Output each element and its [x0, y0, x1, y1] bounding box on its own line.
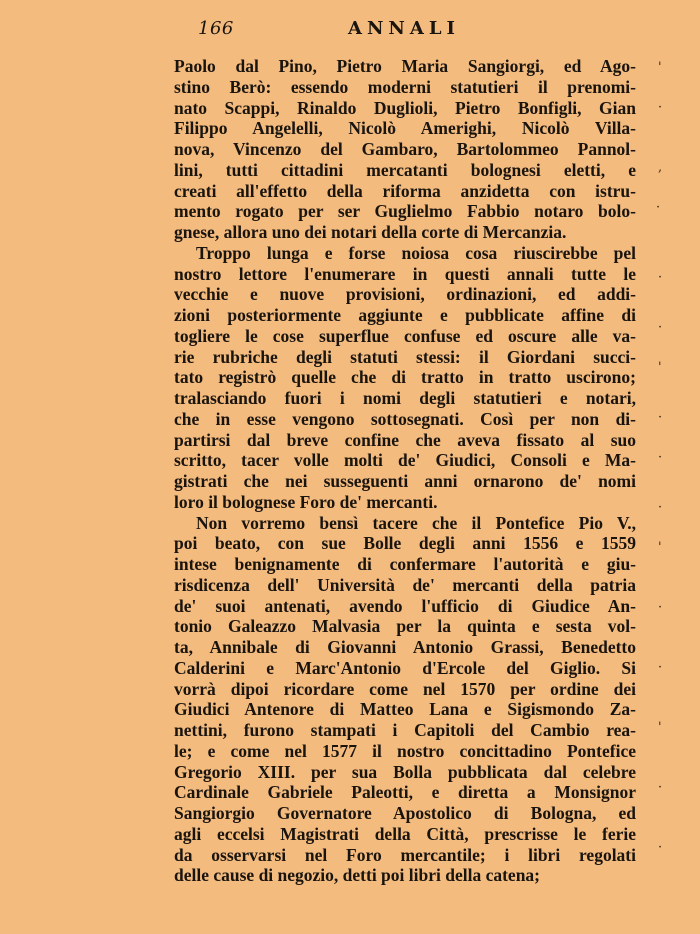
text-line: Cardinale Gabriele Paleotti, e diretta a Monsignor [174, 782, 636, 803]
text-line: vorrà dipoi ricordare come nel 1570 per ordine dei [174, 678, 636, 699]
text-line: tralasciando fuori i nomi degli statutieri e notari, [174, 388, 636, 408]
text-line: Giudici Antenore di Matteo Lana e Sigismondo Za- [174, 699, 636, 720]
page-number: 166 [198, 18, 234, 39]
text-line: nato Scappi, Rinaldo Duglioli, Pietro Bonfigli, Gian [174, 97, 636, 118]
page-header [190, 16, 640, 44]
margin-bleed-marks: ' · , · · · ' · · · ' · · ' · · [656, 60, 663, 855]
text-line: tato registrò quelle che di tratto in tratto uscirono; [174, 367, 636, 388]
text-line: nettini, furono stampati i Capitoli del Cambio rea- [174, 720, 636, 740]
text-line: nova, Vincenzo del Gambaro, Bartolommeo Pannol- [174, 139, 636, 159]
text-line: poi beato, con sue Bolle degli anni 1556 e 1559 [174, 533, 636, 554]
text-line: stino Berò: essendo moderni statutieri il prenomi- [174, 76, 636, 97]
text-line: vecchie e nuove provisioni, ordinazioni, ed addi- [174, 284, 636, 305]
text-line: de' suoi antenati, avendo l'ufficio di Giudice An- [174, 595, 636, 616]
text-line: nostro lettore l'enumerare in questi annali tutte le [174, 263, 636, 284]
text-line: creati all'effetto della riforma anzidetta con istru- [174, 180, 636, 201]
text-line: Filippo Angelelli, Nicolò Amerighi, Nicolò Villa- [174, 118, 636, 139]
text-line: da osservarsi nel Foro mercantile; i libri regolati [174, 844, 636, 865]
paragraph [174, 56, 636, 243]
text-line: gnese, allora uno dei notari della corte di Mercanzia. [174, 222, 567, 242]
text-line: rie rubriche degli statuti stessi: il Giordani succi- [174, 346, 636, 367]
text-line: Paolo dal Pino, Pietro Maria Sangiorgi, ed Ago- [174, 56, 636, 76]
text-line: risdicenza dell' Università de' mercanti della patria [174, 574, 636, 595]
paragraph [174, 243, 636, 513]
text-line: le; e come nel 1577 il nostro concittadino Pontefice [174, 740, 636, 761]
text-line: lini, tutti cittadini mercatanti bolognesi eletti, e [174, 159, 636, 180]
text-line: scritto, tacer volle molti de' Giudici, Consoli e Ma- [174, 450, 636, 471]
text-line: ta, Annibale di Giovanni Antonio Grassi, Benedetto [174, 637, 636, 657]
text-line: Non vorremo bensì tacere che il Pontefice Pio V., [196, 512, 636, 533]
body-text [174, 56, 636, 886]
text-line: intese benignamente di confermare l'autorità e giu- [174, 554, 636, 574]
text-line: partirsi dal breve confine che aveva fissato al suo [174, 429, 636, 450]
text-line: tonio Galeazzo Malvasia per la quinta e sesta vol- [174, 616, 636, 637]
text-line: zioni posteriormente aggiunte e pubblicate affine di [174, 305, 636, 325]
text-line: gistrati che nei susseguenti anni ornarono de' nomi [174, 471, 636, 491]
text-line: Sangiorgio Governatore Apostolico di Bologna, ed [174, 803, 636, 823]
text-line: mento rogato per ser Guglielmo Fabbio notaro bolo- [174, 201, 636, 222]
text-line: togliere le cose superflue confuse ed oscure alle va- [174, 325, 636, 346]
paragraph [174, 513, 636, 887]
text-line: delle cause di negozio, detti poi libri della catena; [174, 865, 541, 886]
text-line: Calderini e Marc'Antonio d'Ercole del Giglio. Si [174, 657, 636, 678]
text-line: Gregorio XIII. per sua Bolla pubblicata dal celebre [174, 761, 636, 782]
text-line: agli eccelsi Magistrati della Città, prescrisse le ferie [174, 823, 636, 844]
running-title: ANNALI [348, 18, 460, 39]
text-line: Troppo lunga e forse noiosa cosa riuscirebbe pel [196, 242, 636, 263]
text-line: loro il bolognese Foro de' mercanti. [174, 491, 438, 512]
text-line: che in esse vengono sottosegnati. Così per non di- [174, 408, 636, 429]
